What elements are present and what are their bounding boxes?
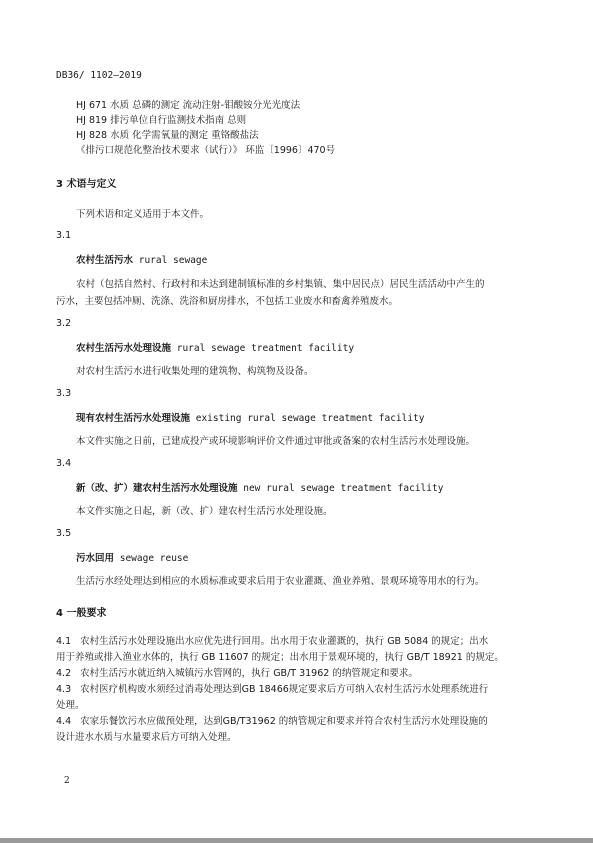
requirement-text: 农村医疗机构废水须经过消毒处理达到GB 18466规定要求后方可纳入农村生活污水处理系统进行 (80, 684, 489, 695)
term-definition-line: 农村（包括自然村、行政村和未达到建制镇标准的乡村集镇、集中居民点）居民生活活动中产生的 (76, 279, 485, 290)
reference-item: 《排污口规范化整治技术要求（试行）》 环监〔1996〕470号 (76, 145, 336, 156)
requirement-number: 4.3 (56, 684, 72, 695)
term-number: 3.1 (56, 230, 72, 241)
term-number: 3.4 (56, 458, 72, 469)
term-english: rural sewage treatment facility (171, 343, 355, 354)
reference-item: HJ 671 水质 总磷的测定 流动注射-钼酸铵分光光度法 (76, 100, 301, 111)
requirement-number: 4.4 (56, 716, 72, 727)
requirement-number: 4.1 (56, 636, 72, 647)
term-chinese: 新（改、扩）建农村生活污水处理设施 (76, 483, 238, 494)
requirement-continuation: 用于养殖或排入渔业水体的，执行 GB 11607 的规定；出水用于景观环境的，执行 GB/T 18921 的规定。 (56, 652, 504, 663)
term-definition-line: 本文件实施之日起，新（改、扩）建农村生活污水处理设施。 (76, 506, 333, 517)
term-english: existing rural sewage treatment facility (190, 413, 425, 424)
term-number: 3.3 (56, 388, 72, 399)
page-number: 2 (64, 776, 70, 786)
requirement-item (56, 665, 418, 679)
term-english: rural sewage (133, 255, 208, 266)
term-title (76, 252, 207, 266)
term-english: new rural sewage treatment facility (237, 483, 444, 494)
requirement-text: 农家乐餐饮污水应做预处理，达到GB/T31962 的纳管规定和要求并符合农村生活污水处理设施的 (80, 716, 488, 727)
requirement-item (56, 633, 488, 647)
term-chinese: 农村生活污水处理设施 (76, 343, 172, 354)
term-definition-line: 生活污水经处理达到相应的水质标准或要求后用于农业灌溉、渔业养殖、景观环境等用水的行为。 (76, 576, 485, 587)
term-number: 3.2 (56, 318, 72, 329)
term-title (76, 410, 425, 424)
reference-item: HJ 819 排污单位自行监测技术指南 总则 (76, 115, 247, 126)
term-number: 3.5 (56, 528, 72, 539)
section-intro: 下列术语和定义适用于本文件。 (76, 209, 210, 220)
term-title (76, 480, 443, 494)
page-bottom-edge (0, 838, 593, 843)
section-heading: 4 一般要求 (56, 608, 107, 619)
requirement-continuation: 设计进水水质与水量要求后方可纳入处理。 (56, 732, 237, 743)
standard-code: DB36/ 1102—2019 (56, 70, 142, 81)
term-title (76, 340, 354, 354)
term-chinese: 农村生活污水 (76, 255, 134, 266)
term-title (76, 550, 188, 564)
term-chinese: 现有农村生活污水处理设施 (76, 413, 191, 424)
requirement-number: 4.2 (56, 668, 72, 679)
reference-item: HJ 828 水质 化学需氧量的测定 重铬酸盐法 (76, 130, 259, 141)
requirement-continuation: 处理。 (56, 700, 85, 711)
term-english: sewage reuse (114, 553, 189, 564)
requirement-item (56, 713, 488, 727)
term-chinese: 污水回用 (76, 553, 115, 564)
requirement-item (56, 681, 488, 695)
term-definition-line: 对农村生活污水进行收集处理的建筑物、构筑物及设备。 (76, 366, 314, 377)
term-definition-line: 本文件实施之日前，已建成投产或环境影响评价文件通过审批或备案的农村生活污水处理设施。 (76, 436, 476, 447)
term-definition-line: 污水，主要包括冲厕、洗涤、洗浴和厨房排水，不包括工业废水和畜禽养殖废水。 (56, 296, 399, 307)
section-heading: 3 术语与定义 (56, 179, 117, 190)
requirement-text: 农村生活污水就近纳入城镇污水管网的，执行 GB/T 31962 的纳管规定和要求。 (80, 668, 418, 679)
requirement-text: 农村生活污水处理设施出水应优先进行回用。出水用于农业灌溉的，执行 GB 5084 的规定；出水 (80, 636, 489, 647)
